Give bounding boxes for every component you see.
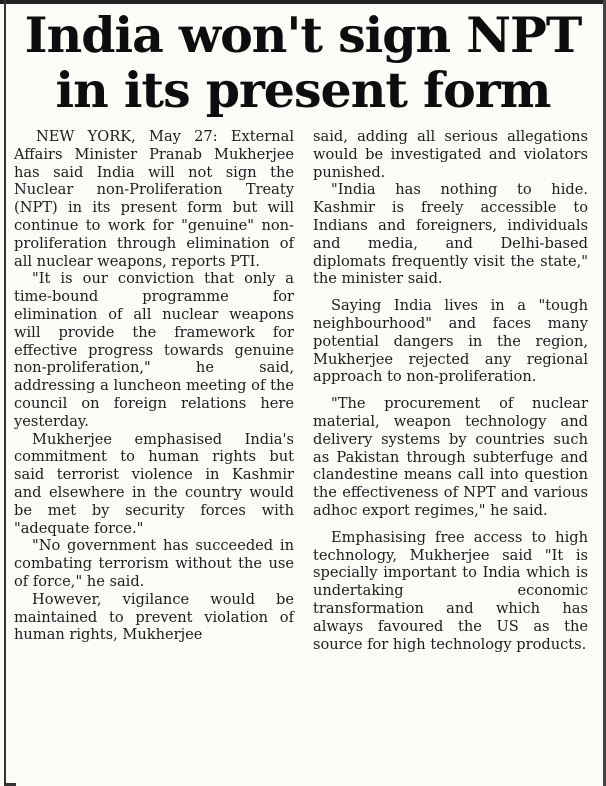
paragraph: "The procurement of nuclear material, weapon technology and delivery systems by countries such as Pakistan through subterfuge and clandestine means call into question the effectiveness of NPT and various adhoc export regimes," he said. [313, 395, 588, 519]
paragraph: However, vigilance would be maintained to prevent violation of human rights, Mukherjee [14, 590, 294, 644]
headline-line-1: India won't sign NPT [24, 6, 582, 64]
paragraph: Emphasising free access to high technology, Mukherjee said "It is specially important to India which is undertaking economic transformation and which has always favoured the US as the source for high technology products. [313, 528, 588, 653]
paragraph: "No government has succeeded in combating terrorism without the use of force," he said. [14, 537, 294, 590]
left-border-rule [4, 0, 6, 786]
headline [8, 8, 598, 118]
paragraph: Saying India lives in a "tough neighbourhood" and faces many potential dangers in the region, Mukherjee rejected any regional approach to non-proliferation. [313, 297, 588, 386]
article-column-left [14, 128, 294, 644]
paragraph: "It is our conviction that only a time-bound programme for elimination of all nuclear weapons will provide the framework for effective progress towards genuine non-proliferation," he said, addressing a luncheon meeting of the council on foreign relations here yesterday. [14, 270, 294, 430]
paragraph: "India has nothing to hide. Kashmir is freely accessible to Indians and foreigners, individuals and media, and Delhi-based diplomats frequently visit the state," the minister said. [313, 181, 588, 288]
top-border-rule [0, 0, 606, 4]
paragraph: said, adding all serious allegations would be investigated and violators punished. [313, 128, 588, 181]
paragraph: Mukherjee emphasised India's commitment to human rights but said terrorist violence in Kashmir and elsewhere in the country would be met by security forces with "adequate force." [14, 430, 294, 537]
headline-line-2: in its present form [55, 61, 551, 119]
paragraph: NEW YORK, May 27: External Affairs Minister Pranab Mukherjee has said India will not sign the Nuclear non-Proliferation Treaty (NPT) in its present form but will continue to work for "genuine" non-proliferation through elimination of all nuclear weapons, reports PTI. [14, 128, 294, 270]
article-column-right [313, 128, 588, 653]
